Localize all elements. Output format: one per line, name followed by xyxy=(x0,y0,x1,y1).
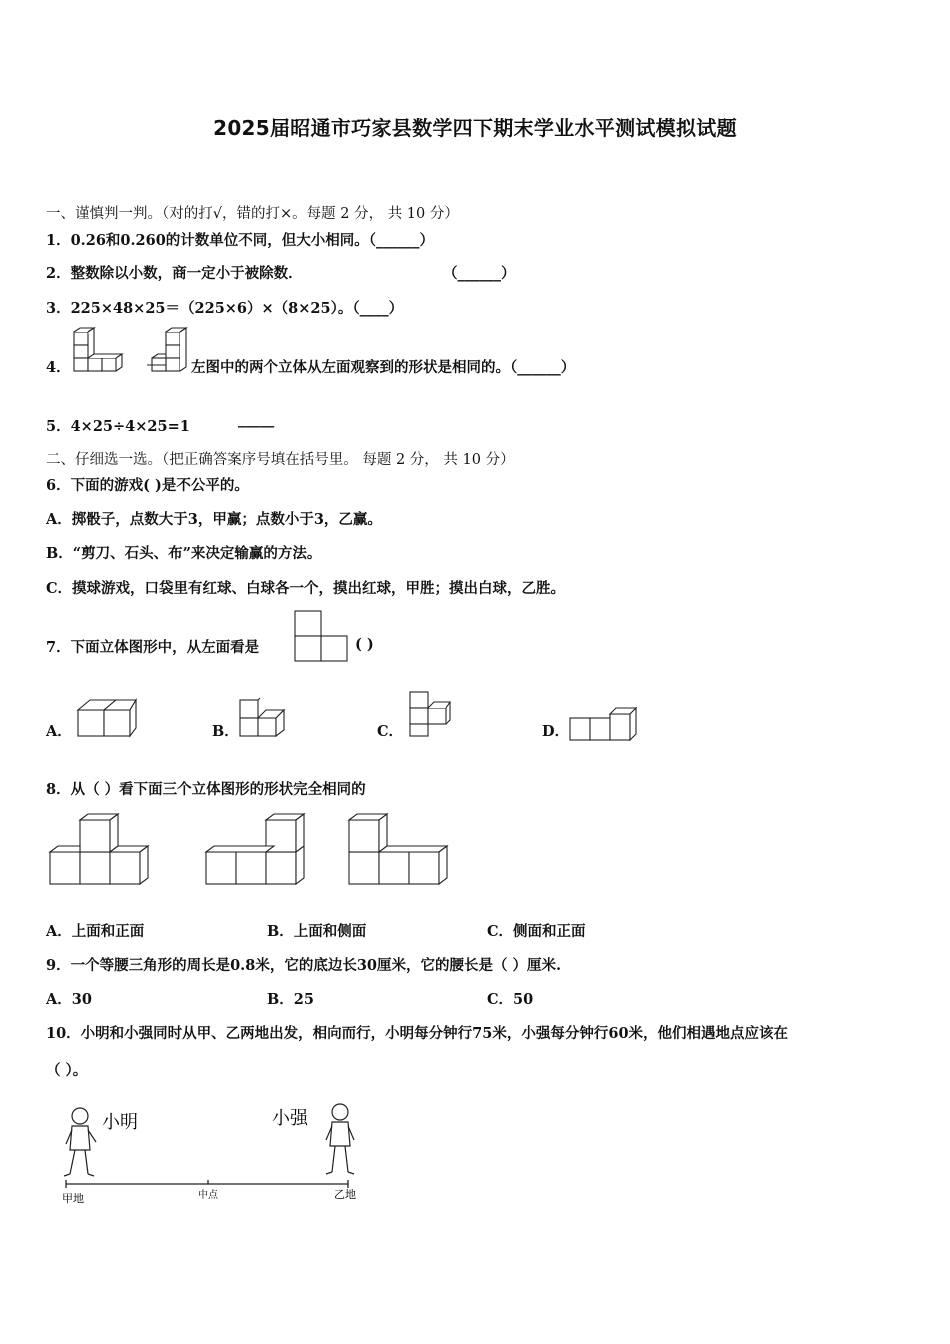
q8-solid-figure-3 xyxy=(347,808,455,888)
question-2-bracket: （______） xyxy=(443,265,516,282)
question-8-option-c[interactable]: C．侧面和正面 xyxy=(487,923,586,940)
question-5: 5．4×25÷4×25=1 xyxy=(46,418,190,435)
page-title: 2025届昭通市巧家县数学四下期末学业水平测试模拟试题 xyxy=(213,116,737,140)
q10-meeting-diagram xyxy=(58,1098,368,1206)
label-xiaoqiang: 小强 xyxy=(272,1108,308,1129)
q7-option-b-figure xyxy=(238,694,292,742)
xiaoming-figure xyxy=(64,1108,96,1176)
q7-option-c-figure xyxy=(404,690,454,740)
question-7-bracket: ( ) xyxy=(355,636,374,653)
xiaoqiang-figure xyxy=(326,1104,354,1174)
question-8-option-a[interactable]: A．上面和正面 xyxy=(46,923,145,940)
question-4: 左图中的两个立体从左面观察到的形状是相同的。（______） xyxy=(191,359,576,376)
question-7-option-a[interactable]: A． xyxy=(46,723,72,740)
question-4-number: 4． xyxy=(46,359,71,376)
q8-solid-figure-2 xyxy=(204,808,312,888)
question-9-option-b[interactable]: B．25 xyxy=(267,991,314,1008)
q4-solid-left-figure xyxy=(72,330,124,374)
q7-option-a-figure xyxy=(76,696,138,740)
question-7-option-b[interactable]: B． xyxy=(212,723,239,740)
question-10-bracket: （ ）。 xyxy=(46,1062,88,1079)
label-jia: 甲地 xyxy=(62,1192,84,1205)
question-6: 6．下面的游戏( )是不公平的。 xyxy=(46,477,249,494)
question-1: 1．0.26和0.260的计数单位不同，但大小相同。（______） xyxy=(46,232,435,249)
label-xiaoming: 小明 xyxy=(102,1112,138,1133)
question-6-option-b: B．“剪刀、石头、布”来决定输赢的方法。 xyxy=(46,545,322,562)
question-7: 7．下面立体图形中，从左面看是 xyxy=(46,639,260,656)
q7-option-d-figure xyxy=(568,706,640,744)
label-yi: 乙地 xyxy=(334,1188,356,1201)
question-2: 2．整数除以小数，商一定小于被除数． xyxy=(46,265,303,282)
question-9-option-a[interactable]: A．30 xyxy=(46,991,92,1008)
q8-solid-figure-1 xyxy=(48,812,154,888)
question-7-option-c[interactable]: C． xyxy=(377,723,404,740)
question-9: 9．一个等腰三角形的周长是0.8米，它的底边长30厘米，它的腰长是（ ）厘米. xyxy=(46,957,562,974)
question-8: 8．从（ ）看下面三个立体图形的形状完全相同的 xyxy=(46,781,366,798)
section-2-heading: 二、仔细选一选。（把正确答案序号填在括号里。 每题 2 分， 共 10 分） xyxy=(46,452,515,468)
label-midpoint: 中点 xyxy=(198,1190,218,1201)
question-8-option-b[interactable]: B．上面和侧面 xyxy=(267,923,367,940)
question-6-option-c: C．摸球游戏，口袋里有红球、白球各一个，摸出红球，甲胜；摸出白球，乙胜。 xyxy=(46,580,566,597)
question-6-option-a: A．掷骰子，点数大于3，甲赢；点数小于3，乙赢。 xyxy=(46,511,382,528)
question-5-blank: _____ xyxy=(238,411,275,428)
question-3: 3．225×48×25＝（225×6）×（8×25）。（____） xyxy=(46,300,404,317)
q7-left-view-figure xyxy=(294,610,348,662)
question-10: 10．小明和小强同时从甲、乙两地出发，相向而行，小明每分钟行75米，小强每分钟行60米，他们相遇地点应该在 xyxy=(46,1025,789,1042)
section-1-heading: 一、谨慎判一判。（对的打√，错的打×。每题 2 分， 共 10 分） xyxy=(46,206,459,222)
question-7-option-d[interactable]: D． xyxy=(542,723,570,740)
question-9-option-c[interactable]: C．50 xyxy=(487,991,534,1008)
